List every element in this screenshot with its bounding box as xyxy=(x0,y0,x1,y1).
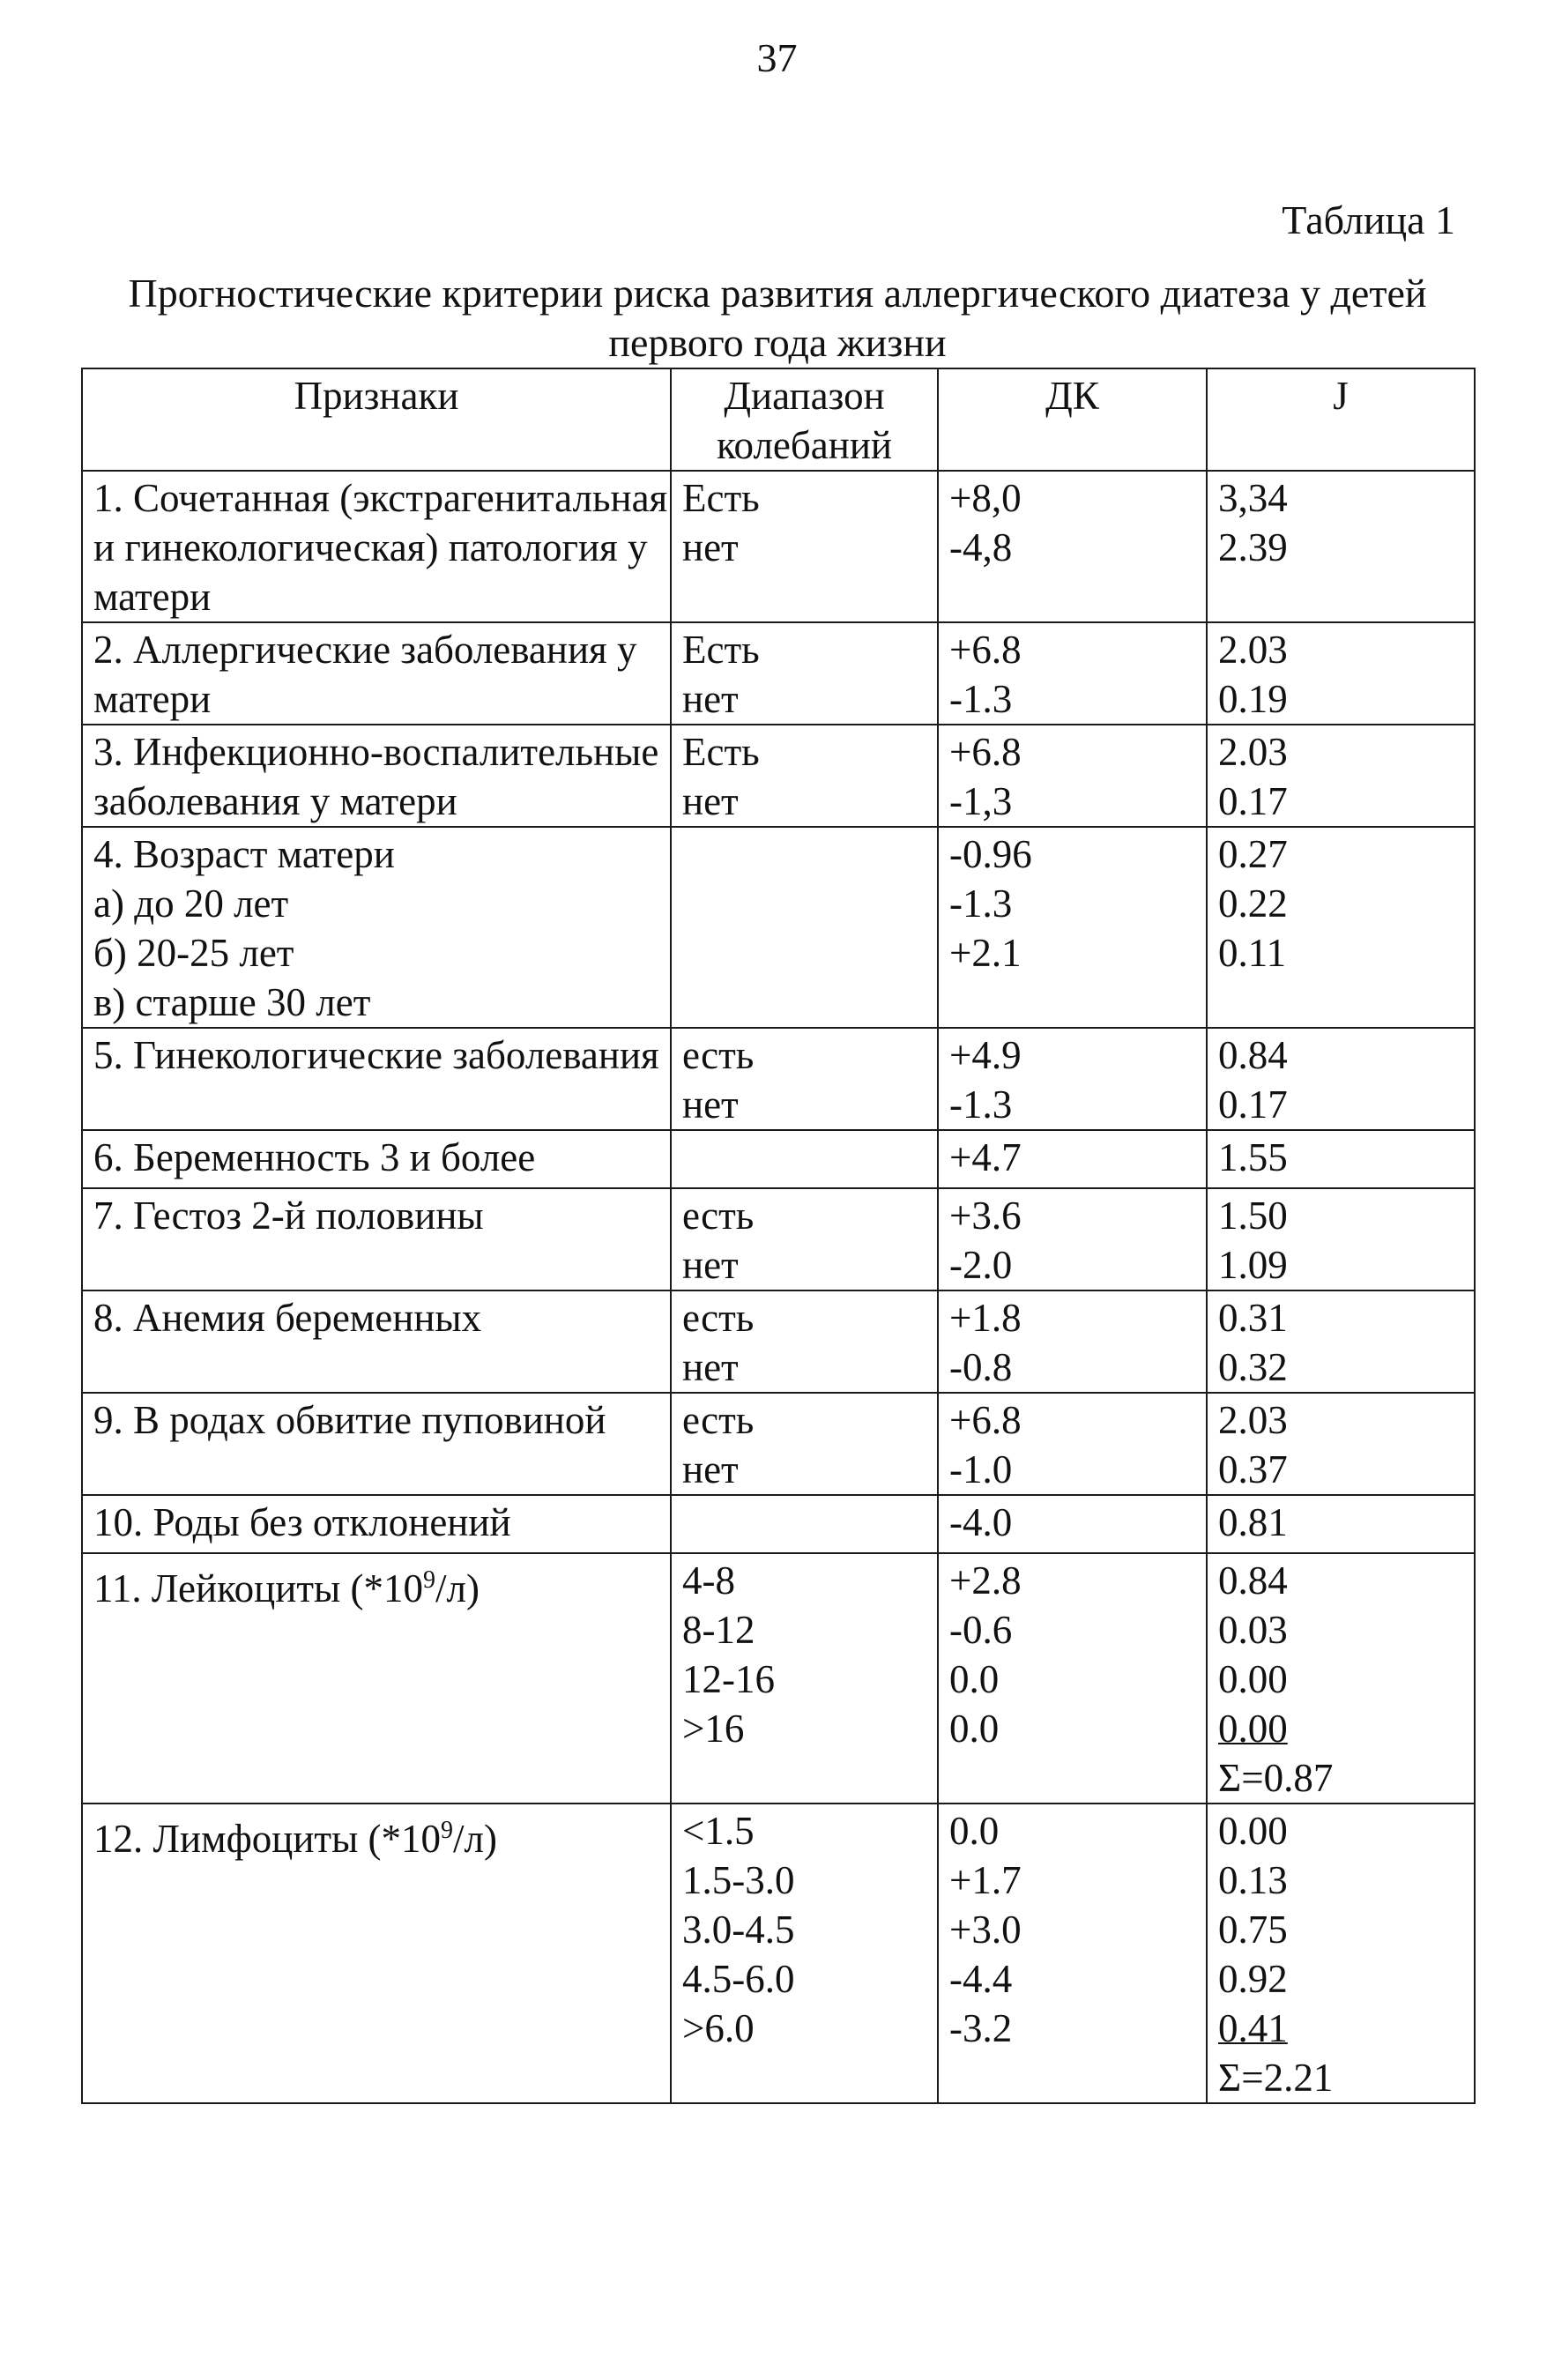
dk-value: +6.8 xyxy=(949,730,1022,774)
range-cell xyxy=(671,1393,938,1495)
j-cell xyxy=(1207,1188,1475,1290)
sign-line: 4. Возраст матери xyxy=(93,832,395,876)
dk-value: +4.7 xyxy=(949,1135,1022,1179)
dk-value: +6.8 xyxy=(949,628,1022,672)
sign-text: 9. В родах обвитие пуповиной xyxy=(93,1398,606,1442)
sign-unit: /л) xyxy=(435,1566,480,1610)
j-value: 0.84 xyxy=(1218,1033,1288,1077)
range-cell xyxy=(671,1290,938,1393)
sign-cell xyxy=(82,827,671,1028)
j-value: 0.41 xyxy=(1218,2006,1288,2050)
sign-cell xyxy=(82,471,671,622)
dk-cell xyxy=(938,1393,1207,1495)
j-cell xyxy=(1207,471,1475,622)
sign-text: 12. Лимфоциты (*10 xyxy=(93,1817,442,1861)
range-value: нет xyxy=(682,1345,739,1389)
dk-value: -1.3 xyxy=(949,1082,1013,1127)
sign-cell xyxy=(82,1028,671,1130)
table-row xyxy=(82,1290,1475,1393)
range-value: нет xyxy=(682,677,739,721)
dk-value: -1.3 xyxy=(949,677,1013,721)
sign-text: 3. Инфекционно-воспалительные заболевания у матери xyxy=(93,730,659,823)
criteria-table xyxy=(81,368,1476,2104)
dk-value: 0.0 xyxy=(949,1809,1000,1853)
header-range: Диапазон колебаний xyxy=(671,368,938,471)
table-row xyxy=(82,1130,1475,1188)
dk-cell xyxy=(938,1495,1207,1553)
range-value: нет xyxy=(682,1447,739,1491)
j-value: 0.11 xyxy=(1218,931,1287,975)
j-cell xyxy=(1207,1130,1475,1188)
dk-value: -4,8 xyxy=(949,525,1013,569)
sign-cell xyxy=(82,1188,671,1290)
j-value: Σ=2.21 xyxy=(1218,2056,1334,2100)
j-cell xyxy=(1207,1553,1475,1804)
dk-value: +4.9 xyxy=(949,1033,1022,1077)
range-value: нет xyxy=(682,525,739,569)
sign-exponent: 9 xyxy=(422,1566,435,1594)
range-cell xyxy=(671,1495,938,1553)
caption-line-2: первого года жизни xyxy=(608,320,947,365)
j-value: 3,34 xyxy=(1218,476,1288,520)
dk-value: -0.6 xyxy=(949,1608,1013,1652)
dk-value: -3.2 xyxy=(949,2006,1013,2050)
j-value: 0.19 xyxy=(1218,677,1288,721)
range-value: нет xyxy=(682,1082,739,1127)
j-value: 0.92 xyxy=(1218,1957,1288,2001)
range-value: 12-16 xyxy=(682,1657,775,1701)
j-cell xyxy=(1207,1495,1475,1553)
j-value: 0.13 xyxy=(1218,1858,1288,1902)
range-value: Есть xyxy=(682,628,760,672)
page-number: 37 xyxy=(756,35,798,80)
range-cell xyxy=(671,1804,938,2103)
j-value: 0.00 xyxy=(1218,1809,1288,1853)
sign-line: а) до 20 лет xyxy=(93,881,289,926)
dk-cell xyxy=(938,1028,1207,1130)
range-cell xyxy=(671,1553,938,1804)
range-value: есть xyxy=(682,1194,755,1238)
j-value: 0.00 xyxy=(1218,1657,1288,1701)
table-row xyxy=(82,1495,1475,1553)
dk-value: -4.4 xyxy=(949,1957,1013,2001)
table-label: Таблица 1 xyxy=(1282,197,1455,242)
dk-value: -0.96 xyxy=(949,832,1032,876)
range-value: >6.0 xyxy=(682,2006,755,2050)
dk-cell xyxy=(938,725,1207,827)
table-row xyxy=(82,471,1475,622)
dk-cell xyxy=(938,1130,1207,1188)
range-value: есть xyxy=(682,1296,755,1340)
dk-value: +2.8 xyxy=(949,1558,1022,1603)
dk-value: -1.0 xyxy=(949,1447,1013,1491)
dk-cell xyxy=(938,622,1207,725)
header-dk: ДК xyxy=(938,368,1207,471)
j-value: 1.50 xyxy=(1218,1194,1288,1238)
table-row xyxy=(82,1188,1475,1290)
range-cell xyxy=(671,1130,938,1188)
j-value: 0.32 xyxy=(1218,1345,1288,1389)
dk-value: +2.1 xyxy=(949,931,1022,975)
range-value: есть xyxy=(682,1033,755,1077)
sign-text: 8. Анемия беременных xyxy=(93,1296,482,1340)
dk-value: +1.8 xyxy=(949,1296,1022,1340)
dk-value: 0.0 xyxy=(949,1657,1000,1701)
dk-value: +8,0 xyxy=(949,476,1022,520)
dk-cell xyxy=(938,1290,1207,1393)
sign-text: 7. Гестоз 2-й половины xyxy=(93,1194,484,1238)
dk-value: -1,3 xyxy=(949,779,1013,823)
sign-cell xyxy=(82,1130,671,1188)
table-row xyxy=(82,827,1475,1028)
j-value: 2.03 xyxy=(1218,628,1288,672)
caption-line-1: Прогностические критерии риска развития аллергического диатеза у детей xyxy=(128,271,1427,316)
j-value: 0.03 xyxy=(1218,1608,1288,1652)
dk-value: -1.3 xyxy=(949,881,1013,926)
range-cell xyxy=(671,471,938,622)
sign-text: 5. Гинекологические заболевания xyxy=(93,1033,659,1077)
dk-value: +3.0 xyxy=(949,1908,1022,1952)
dk-cell xyxy=(938,1553,1207,1804)
range-cell xyxy=(671,725,938,827)
j-cell xyxy=(1207,1393,1475,1495)
dk-value: -4.0 xyxy=(949,1500,1013,1544)
sign-line: в) старше 30 лет xyxy=(93,980,371,1024)
sign-text: 6. Беременность 3 и более xyxy=(93,1135,536,1179)
j-value: 1.55 xyxy=(1218,1135,1288,1179)
range-value: <1.5 xyxy=(682,1809,755,1853)
dk-cell xyxy=(938,1804,1207,2103)
j-value: 0.31 xyxy=(1218,1296,1288,1340)
j-value: 0.81 xyxy=(1218,1500,1288,1544)
range-value: 1.5-3.0 xyxy=(682,1858,795,1902)
dk-value: +6.8 xyxy=(949,1398,1022,1442)
j-cell xyxy=(1207,725,1475,827)
range-value: Есть xyxy=(682,730,760,774)
table-caption xyxy=(81,269,1474,368)
range-value: нет xyxy=(682,779,739,823)
range-value: >16 xyxy=(682,1707,745,1751)
range-value: 4.5-6.0 xyxy=(682,1957,795,2001)
sign-text: 1. Сочетанная (экстрагенитальная и гинекологическая) патология у матери xyxy=(93,476,668,619)
header-j: J xyxy=(1207,368,1475,471)
table-body xyxy=(82,471,1475,2103)
range-value: 8-12 xyxy=(682,1608,755,1652)
j-value: 1.09 xyxy=(1218,1243,1288,1287)
sign-cell xyxy=(82,622,671,725)
j-value: 2.39 xyxy=(1218,525,1288,569)
j-value: 2.03 xyxy=(1218,730,1288,774)
range-cell xyxy=(671,1028,938,1130)
table-row xyxy=(82,622,1475,725)
table-row xyxy=(82,725,1475,827)
sign-cell xyxy=(82,725,671,827)
sign-text: 2. Аллергические заболевания у матери xyxy=(93,628,637,721)
sign-cell xyxy=(82,1804,671,2103)
j-cell xyxy=(1207,1804,1475,2103)
sign-text: 10. Роды без отклонений xyxy=(93,1500,511,1544)
range-value: есть xyxy=(682,1398,755,1442)
range-value: нет xyxy=(682,1243,739,1287)
dk-value: +3.6 xyxy=(949,1194,1022,1238)
j-value: Σ=0.87 xyxy=(1218,1756,1334,1800)
j-cell xyxy=(1207,1028,1475,1130)
j-value: 0.75 xyxy=(1218,1908,1288,1952)
table-row xyxy=(82,1028,1475,1130)
range-cell xyxy=(671,622,938,725)
j-value: 0.27 xyxy=(1218,832,1288,876)
dk-value: 0.0 xyxy=(949,1707,1000,1751)
range-value: Есть xyxy=(682,476,760,520)
table-row xyxy=(82,1393,1475,1495)
j-value: 0.00 xyxy=(1218,1707,1288,1751)
j-value: 0.17 xyxy=(1218,1082,1288,1127)
table-header-row xyxy=(82,368,1475,471)
dk-cell xyxy=(938,827,1207,1028)
j-value: 0.17 xyxy=(1218,779,1288,823)
sign-cell xyxy=(82,1553,671,1804)
j-cell xyxy=(1207,1290,1475,1393)
j-value: 0.22 xyxy=(1218,881,1288,926)
range-cell xyxy=(671,827,938,1028)
j-cell xyxy=(1207,827,1475,1028)
j-value: 0.84 xyxy=(1218,1558,1288,1603)
range-cell xyxy=(671,1188,938,1290)
header-signs: Признаки xyxy=(82,368,671,471)
range-value: 4-8 xyxy=(682,1558,735,1603)
table-row xyxy=(82,1553,1475,1804)
dk-value: -0.8 xyxy=(949,1345,1013,1389)
range-value: 3.0-4.5 xyxy=(682,1908,795,1952)
sign-cell xyxy=(82,1495,671,1553)
sign-cell xyxy=(82,1393,671,1495)
sign-line: б) 20-25 лет xyxy=(93,931,294,975)
dk-cell xyxy=(938,1188,1207,1290)
sign-text: 11. Лейкоциты (*10 xyxy=(93,1566,423,1610)
sign-cell xyxy=(82,1290,671,1393)
dk-cell xyxy=(938,471,1207,622)
dk-value: -2.0 xyxy=(949,1243,1013,1287)
j-value: 0.37 xyxy=(1218,1447,1288,1491)
j-value: 2.03 xyxy=(1218,1398,1288,1442)
sign-exponent: 9 xyxy=(441,1817,454,1844)
j-cell xyxy=(1207,622,1475,725)
table-row xyxy=(82,1804,1475,2103)
dk-value: +1.7 xyxy=(949,1858,1022,1902)
sign-unit: /л) xyxy=(453,1817,497,1861)
